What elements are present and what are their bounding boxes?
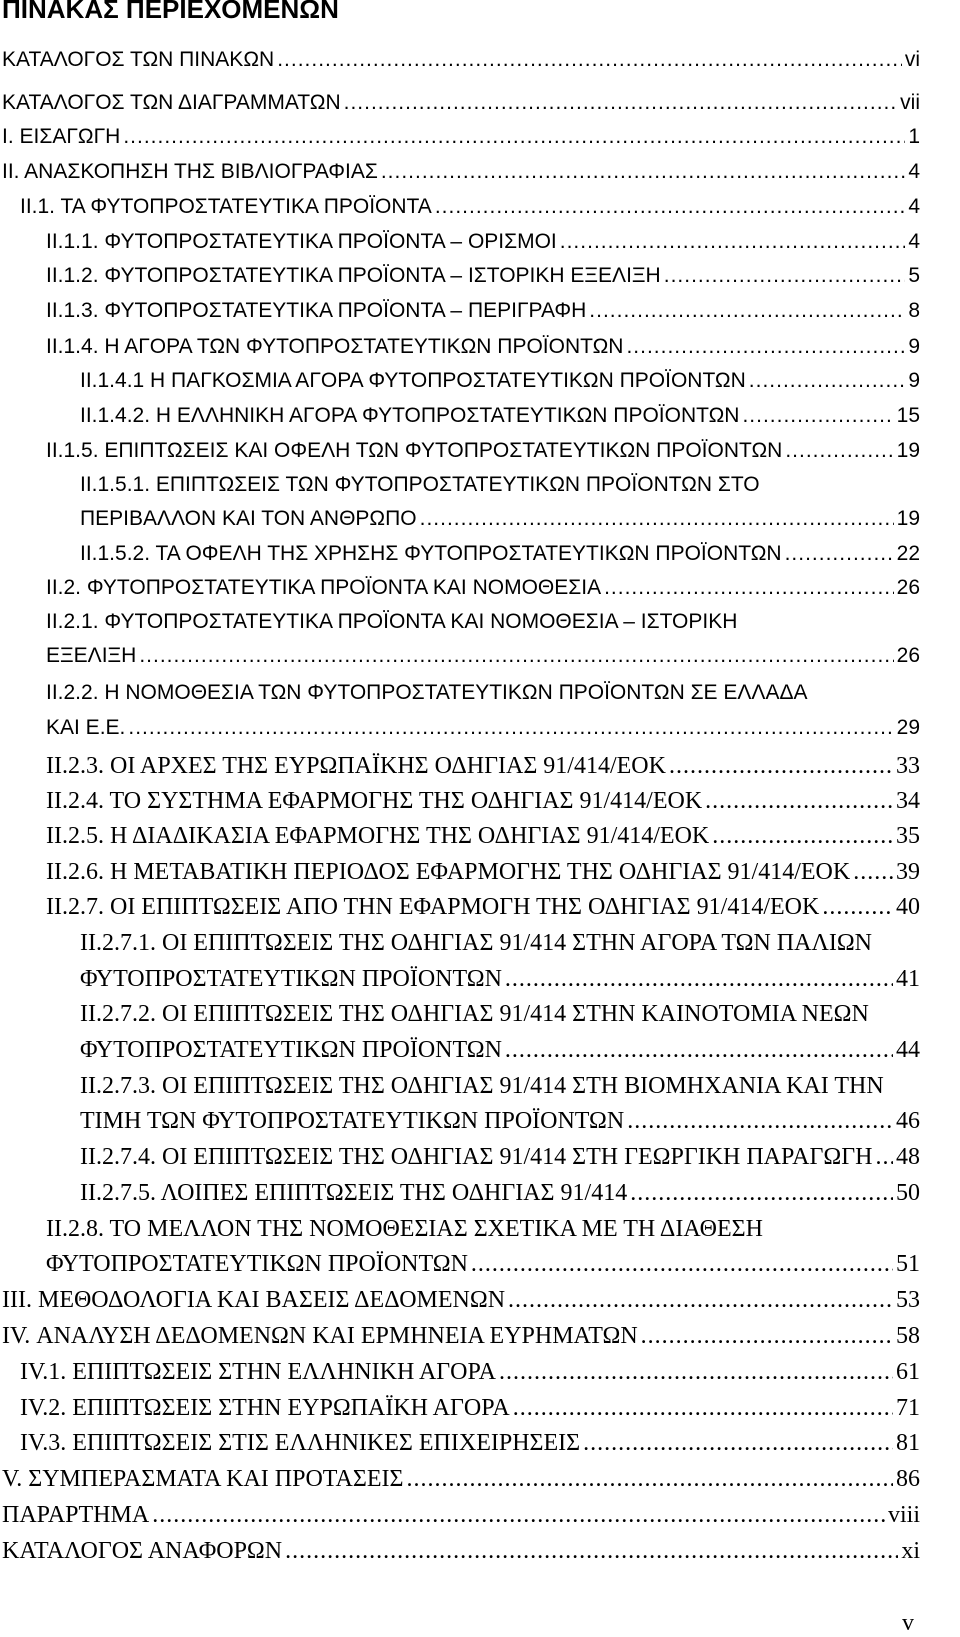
toc-leader-dots [664,259,906,293]
toc-leader-dots [589,294,905,328]
toc-leader-dots [381,155,905,189]
toc-title: ΠΙΝΑΚΑΣ ΠΕΡΙΕΧΟΜΕΝΩΝ [2,0,339,24]
toc-leader-dots [435,190,906,224]
toc-entry-label-line1: ΙΙ.2.7.2. ΟΙ ΕΠΙΠΤΩΣΕΙΣ ΤΗΣ ΟΔΗΓΙΑΣ 91/414 ΣΤΗΝ ΚΑΙΝΟΤΟΜΙΑ ΝΕΩΝ [80,1001,869,1027]
toc-page-number: 53 [896,1287,920,1313]
toc-entry-label: ΙΙ. ΑΝΑΣΚΟΠΗΣΗ ΤΗΣ ΒΙΒΛΙΟΓΡΑΦΙΑΣ [2,160,378,183]
toc-entry-label: ΙΙ.2. ΦΥΤΟΠΡΟΣΤΑΤΕΥΤΙΚΑ ΠΡΟΪΟΝΤΑ ΚΑΙ ΝΟΜΟΘΕΣΙΑ [46,576,602,599]
toc-entry[interactable] [80,1140,920,1174]
toc-leader-dots [508,1283,893,1317]
toc-entry-label: IV.2. ΕΠΙΠΤΩΣΕΙΣ ΣΤΗΝ ΕΥΡΩΠΑΪΚΗ ΑΓΟΡΑ [20,1395,510,1421]
toc-entry[interactable] [46,225,920,259]
toc-entry-label: ΙΙ.1.5.2. ΤΑ ΟΦΕΛΗ ΤΗΣ ΧΡΗΣΗΣ ΦΥΤΟΠΡΟΣΤΑΤΕΥΤΙΚΩΝ ΠΡΟΪΟΝΤΩΝ [80,542,782,565]
toc-page-number: 81 [896,1430,920,1456]
toc-entry-label: ΠΑΡΑΡΤΗΜΑ [2,1502,150,1528]
toc-leader-dots [875,1140,893,1174]
toc-entry-label: ΙΙ.2.3. ΟΙ ΑΡΧΕΣ ΤΗΣ ΕΥΡΩΠΑΪΚΗΣ ΟΔΗΓΙΑΣ 91/414/ΕΟΚ [46,753,666,779]
toc-entry-label: ΙΙ.2.7.4. ΟΙ ΕΠΙΠΤΩΣΕΙΣ ΤΗΣ ΟΔΗΓΙΑΣ 91/414 ΣΤΗ ΓΕΩΡΓΙΚΗ ΠΑΡΑΓΩΓΗ [80,1144,873,1170]
toc-leader-dots [471,1247,893,1281]
toc-page-number: 33 [896,753,920,779]
toc-entry-label: IV.1. ΕΠΙΠΤΩΣΕΙΣ ΣΤΗΝ ΕΛΛΗΝΙΚΗ ΑΓΟΡΑ [20,1359,496,1385]
toc-entry[interactable] [2,86,920,120]
toc-page-number: 51 [896,1251,920,1277]
toc-entry[interactable] [80,399,920,433]
toc-leader-dots [785,434,893,468]
toc-page-number: vi [904,48,920,71]
toc-leader-dots [277,43,902,77]
toc-page-number: 4 [908,160,920,183]
toc-page-number: 50 [896,1180,920,1206]
toc-leader-dots [344,86,898,120]
toc-entry[interactable] [46,819,920,853]
toc-leader-dots [604,571,894,605]
toc-page-number: 1 [908,125,920,148]
toc-entry-label: ΚΑΤΑΛΟΓΟΣ ΤΩΝ ΔΙΑΓΡΑΜΜΑΤΩΝ [2,91,341,114]
toc-leader-dots [139,639,893,673]
toc-entry-label-line1: ΙΙ.2.7.1. ΟΙ ΕΠΙΠΤΩΣΕΙΣ ΤΗΣ ΟΔΗΓΙΑΣ 91/414 ΣΤΗΝ ΑΓΟΡΑ ΤΩΝ ΠΑΛΙΩΝ [80,930,873,956]
toc-entry-label: ΚΑΙ Ε.Ε. [46,716,126,739]
toc-entry[interactable] [2,155,920,189]
toc-entry-label: ΙΙ.1.2. ΦΥΤΟΠΡΟΣΤΑΤΕΥΤΙΚΑ ΠΡΟΪΟΝΤΑ – ΙΣΤΟΡΙΚΗ ΕΞΕΛΙΞΗ [46,264,661,287]
toc-leader-dots [822,890,893,924]
toc-page-number: 71 [896,1395,920,1421]
toc-leader-dots [505,1033,893,1067]
toc-leader-dots [630,1176,893,1210]
toc-entry-label: Ι. ΕΙΣΑΓΩΓΗ [2,125,121,148]
toc-entry-label-line1: ΙΙ.1.5.1. ΕΠΙΠΤΩΣΕΙΣ ΤΩΝ ΦΥΤΟΠΡΟΣΤΑΤΕΥΤΙΚΩΝ ΠΡΟΪΟΝΤΩΝ ΣΤΟ [80,473,760,496]
toc-entry-label: ΙΙ.1.1. ΦΥΤΟΠΡΟΣΤΑΤΕΥΤΙΚΑ ΠΡΟΪΟΝΤΑ – ΟΡΙΣΜΟΙ [46,230,557,253]
toc-leader-dots [420,502,894,536]
toc-entry[interactable] [46,259,920,293]
toc-leader-dots [749,364,906,398]
toc-entry-label-line1: ΙΙ.2.2. Η ΝΟΜΟΘΕΣΙΑ ΤΩΝ ΦΥΤΟΠΡΟΣΤΑΤΕΥΤΙΚΩΝ ΠΡΟΪΟΝΤΩΝ ΣΕ ΕΛΛΑΔΑ [46,681,808,704]
toc-entry[interactable] [80,364,920,398]
toc-leader-dots [406,1462,893,1496]
toc-entry[interactable] [80,1176,920,1210]
toc-leader-dots [128,711,893,745]
toc-page-number: 19 [896,439,920,462]
toc-page-number: 4 [908,195,920,218]
toc-leader-dots [583,1426,893,1460]
toc-page-number: 34 [896,788,920,814]
toc-entry-label: V. ΣΥΜΠΕΡΑΣΜΑΤΑ ΚΑΙ ΠΡΟΤΑΣΕΙΣ [2,1466,404,1492]
toc-entry[interactable] [46,434,920,468]
toc-entry-label: ΙΙ.2.4. ΤΟ ΣΥΣΤΗΜΑ ΕΦΑΡΜΟΓΗΣ ΤΗΣ ΟΔΗΓΙΑΣ 91/414/ΕΟΚ [46,788,703,814]
toc-entry[interactable] [80,962,920,996]
toc-entry[interactable] [2,120,920,154]
toc-entry[interactable] [46,855,920,889]
toc-page-number: 15 [896,404,920,427]
toc-page-number: 39 [896,859,920,885]
toc-entry[interactable] [80,1033,920,1067]
toc-page-number: xi [901,1538,920,1564]
toc-entry-label: ΙΙ.2.7. ΟΙ ΕΠΙΠΤΩΣΕΙΣ ΑΠΟ ΤΗΝ ΕΦΑΡΜΟΓΗ ΤΗΣ ΟΔΗΓΙΑΣ 91/414/ΕΟΚ [46,894,820,920]
toc-entry-label: ΙΙ.1.4.2. Η ΕΛΛΗΝΙΚΗ ΑΓΟΡΑ ΦΥΤΟΠΡΟΣΤΑΤΕΥΤΙΚΩΝ ΠΡΟΪΟΝΤΩΝ [80,404,740,427]
toc-entry[interactable] [80,502,920,536]
toc-entry[interactable] [20,1426,920,1460]
toc-page-number: vii [900,91,920,114]
toc-entry-label-line1: ΙΙ.2.7.3. ΟΙ ΕΠΙΠΤΩΣΕΙΣ ΤΗΣ ΟΔΗΓΙΑΣ 91/414 ΣΤΗ ΒΙΟΜΗΧΑΝΙΑ ΚΑΙ ΤΗΝ [80,1073,884,1099]
toc-page-number: 40 [896,894,920,920]
toc-page-number: 19 [896,507,920,530]
toc-entry-label: ΙΙ.1.5. ΕΠΙΠΤΩΣΕΙΣ ΚΑΙ ΟΦΕΛΗ ΤΩΝ ΦΥΤΟΠΡΟΣΤΑΤΕΥΤΙΚΩΝ ΠΡΟΪΟΝΤΩΝ [46,439,783,462]
toc-entry[interactable] [80,537,920,571]
toc-entry-label: ΙΙ.2.5. Η ΔΙΑΔΙΚΑΣΙΑ ΕΦΑΡΜΟΓΗΣ ΤΗΣ ΟΔΗΓΙΑΣ 91/414/ΕΟΚ [46,823,710,849]
toc-entry-label: IV.3. ΕΠΙΠΤΩΣΕΙΣ ΣΤΙΣ ΕΛΛΗΝΙΚΕΣ ΕΠΙΧΕΙΡΗΣΕΙΣ [20,1430,581,1456]
toc-page-number: 44 [896,1037,920,1063]
toc-page-number: 9 [908,335,920,358]
toc-page-number: 86 [896,1466,920,1492]
toc-entry[interactable] [2,1462,920,1496]
toc-leader-dots [742,399,893,433]
toc-page-number: 29 [896,716,920,739]
toc-entry-label: ΙΙ.1.4. Η ΑΓΟΡΑ ΤΩΝ ΦΥΤΟΠΡΟΣΤΑΤΕΥΤΙΚΩΝ ΠΡΟΪΟΝΤΩΝ [46,335,624,358]
toc-entry-label: ΚΑΤΑΛΟΓΟΣ ΑΝΑΦΟΡΩΝ [2,1538,283,1564]
toc-entry[interactable] [20,1355,920,1389]
toc-leader-dots [505,962,893,996]
toc-leader-dots [705,784,893,818]
toc-entry[interactable] [46,294,920,328]
toc-page-number: viii [887,1502,920,1528]
toc-leader-dots [627,1104,893,1138]
toc-entry-label: ΠΕΡΙΒΑΛΛΟΝ ΚΑΙ ΤΟΝ ΑΝΘΡΩΠΟ [80,507,417,530]
toc-entry[interactable] [46,639,920,673]
toc-page-number: 5 [908,264,920,287]
toc-page-number: 41 [896,966,920,992]
toc-page-number: 48 [896,1144,920,1170]
toc-leader-dots [712,819,893,853]
toc-entry[interactable] [46,571,920,605]
toc-page-number: 26 [896,644,920,667]
toc-entry[interactable] [46,784,920,818]
toc-entry-label: ΙΙΙ. ΜΕΘΟΔΟΛΟΓΙΑ ΚΑΙ ΒΑΣΕΙΣ ΔΕΔΟΜΕΝΩΝ [2,1287,506,1313]
toc-page-number: 22 [896,542,920,565]
toc-entry-label: IV. ΑΝΑΛΥΣΗ ΔΕΔΟΜΕΝΩΝ ΚΑΙ ΕΡΜΗΝΕΙΑ ΕΥΡΗΜΑΤΩΝ [2,1323,638,1349]
toc-page-number: 35 [896,823,920,849]
toc-leader-dots [785,537,894,571]
toc-entry-label: ΦΥΤΟΠΡΟΣΤΑΤΕΥΤΙΚΩΝ ΠΡΟΪΟΝΤΩΝ [80,1037,502,1063]
toc-entry[interactable] [20,1391,920,1425]
toc-page-number: 8 [908,299,920,322]
toc-entry-label: ΙΙ.1. ΤΑ ΦΥΤΟΠΡΟΣΤΑΤΕΥΤΙΚΑ ΠΡΟΪΟΝΤΑ [20,195,432,218]
toc-page-number: 61 [896,1359,920,1385]
toc-entry-label: ΙΙ.1.3. ΦΥΤΟΠΡΟΣΤΑΤΕΥΤΙΚΑ ΠΡΟΪΟΝΤΑ – ΠΕΡΙΓΡΑΦΗ [46,299,587,322]
toc-entry[interactable] [46,749,920,783]
toc-entry[interactable] [2,43,920,77]
toc-entry-label: ΦΥΤΟΠΡΟΣΤΑΤΕΥΤΙΚΩΝ ΠΡΟΪΟΝΤΩΝ [80,966,502,992]
toc-leader-dots [853,855,893,889]
toc-entry-label: ΙΙ.1.4.1 Η ΠΑΓΚΟΣΜΙΑ ΑΓΟΡΑ ΦΥΤΟΠΡΟΣΤΑΤΕΥΤΙΚΩΝ ΠΡΟΪΟΝΤΩΝ [80,369,746,392]
toc-entry-label-line1: ΙΙ.2.1. ΦΥΤΟΠΡΟΣΤΑΤΕΥΤΙΚΑ ΠΡΟΪΟΝΤΑ ΚΑΙ ΝΟΜΟΘΕΣΙΑ – ΙΣΤΟΡΙΚΗ [46,610,738,633]
toc-leader-dots [152,1498,885,1532]
toc-leader-dots [641,1319,893,1353]
toc-leader-dots [669,749,893,783]
toc-entry-label: ΤΙΜΗ ΤΩΝ ΦΥΤΟΠΡΟΣΤΑΤΕΥΤΙΚΩΝ ΠΡΟΪΟΝΤΩΝ [80,1108,625,1134]
toc-page-number: 9 [908,369,920,392]
toc-page-number: 4 [908,230,920,253]
toc-leader-dots [513,1391,893,1425]
toc-entry[interactable] [46,711,920,745]
toc-entry[interactable] [46,1247,920,1281]
toc-entry[interactable] [2,1534,920,1568]
toc-entry-label: ΚΑΤΑΛΟΓΟΣ ΤΩΝ ΠΙΝΑΚΩΝ [2,48,275,71]
toc-entry-label: ΦΥΤΟΠΡΟΣΤΑΤΕΥΤΙΚΩΝ ΠΡΟΪΟΝΤΩΝ [46,1251,468,1277]
toc-page-number: 58 [896,1323,920,1349]
toc-entry[interactable] [2,1283,920,1317]
toc-leader-dots [499,1355,893,1389]
toc-page-number: 26 [896,576,920,599]
toc-leader-dots [123,120,905,154]
toc-entry-label: ΕΞΕΛΙΞΗ [46,644,137,667]
toc-page-number: 46 [896,1108,920,1134]
toc-entry[interactable] [80,1104,920,1138]
toc-leader-dots [626,330,905,364]
toc-entry-label-line1: ΙΙ.2.8. ΤΟ ΜΕΛΛΟΝ ΤΗΣ ΝΟΜΟΘΕΣΙΑΣ ΣΧΕΤΙΚΑ ΜΕ ΤΗ ΔΙΑΘΕΣΗ [46,1216,763,1242]
toc-leader-dots [560,225,906,259]
toc-entry[interactable] [2,1319,920,1353]
toc-leader-dots [285,1534,898,1568]
toc-entry[interactable] [20,190,920,224]
toc-entry-label: ΙΙ.2.7.5. ΛΟΙΠΕΣ ΕΠΙΠΤΩΣΕΙΣ ΤΗΣ ΟΔΗΓΙΑΣ 91/414 [80,1180,628,1206]
toc-entry-label: ΙΙ.2.6. Η ΜΕΤΑΒΑΤΙΚΗ ΠΕΡΙΟΔΟΣ ΕΦΑΡΜΟΓΗΣ ΤΗΣ ΟΔΗΓΙΑΣ 91/414/ΕΟΚ [46,859,851,885]
toc-entry[interactable] [2,1498,920,1532]
toc-entry[interactable] [46,330,920,364]
page-number-footer: v [902,1610,914,1636]
toc-entry[interactable] [46,890,920,924]
